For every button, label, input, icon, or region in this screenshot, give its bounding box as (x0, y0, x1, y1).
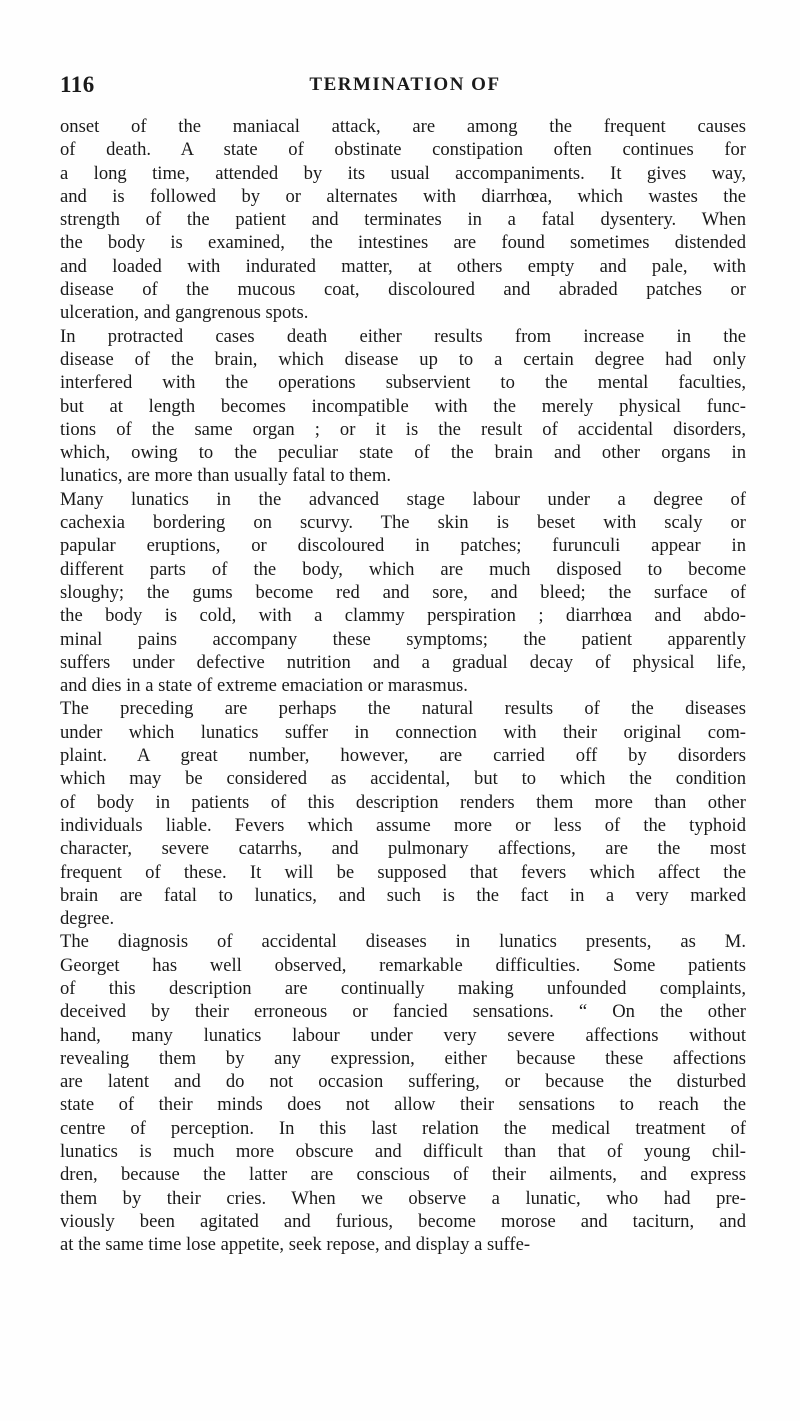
text-line: disease of the mucous coat, discoloured and abraded patches or (60, 279, 746, 301)
text-line: minal pains accompany these symptoms; the patient apparently (60, 628, 746, 650)
text-line: Many lunatics in the advanced stage labour under a degree of (60, 488, 746, 510)
text-line: at the same time lose appetite, seek repose, and display a suffe- (60, 1234, 531, 1256)
text-line: and is followed by or alternates with diarrhœa, which wastes the (60, 185, 746, 207)
paragraph (60, 930, 746, 1256)
text-line: but at length becomes incompatible with the merely physical func- (60, 395, 746, 417)
text-line: under which lunatics suffer in connection with their original com- (60, 721, 746, 743)
text-line: revealing them by any expression, either because these affections (60, 1047, 746, 1069)
paragraph (60, 488, 746, 698)
text-line: frequent of these. It will be supposed that fevers which affect the (60, 861, 746, 883)
running-title: TERMINATION OF (309, 74, 501, 95)
text-line: of death. A state of obstinate constipation often continues for (60, 139, 746, 161)
paragraph (60, 325, 746, 488)
text-line: state of their minds does not allow their sensations to reach the (60, 1094, 746, 1116)
text-line: onset of the maniacal attack, are among the frequent causes (60, 116, 746, 137)
text-line: dren, because the latter are conscious of their ailments, and express (60, 1164, 746, 1186)
text-line: different parts of the body, which are much disposed to become (60, 558, 746, 580)
text-line: lunatics is much more obscure and difficult than that of young chil- (60, 1141, 746, 1163)
text-line: strength of the patient and terminates in a fatal dysentery. When (60, 209, 746, 231)
text-line: character, severe catarrhs, and pulmonary affections, are the most (60, 838, 746, 860)
text-line: them by their cries. When we observe a lunatic, who had pre- (60, 1187, 746, 1209)
text-line: hand, many lunatics labour under very severe affections without (60, 1024, 746, 1046)
text-line: The preceding are perhaps the natural results of the diseases (60, 698, 746, 720)
text-line: deceived by their erroneous or fancied sensations. “ On the other (60, 1001, 746, 1023)
text-line: individuals liable. Fevers which assume more or less of the typhoid (60, 814, 746, 836)
text-line: disease of the brain, which disease up to a certain degree had only (60, 348, 746, 370)
text-line: of body in patients of this description renders them more than other (60, 791, 746, 813)
text-line: brain are fatal to lunatics, and such is the fact in a very marked (60, 884, 746, 906)
text-line: of this description are continually making unfounded complaints, (60, 977, 746, 999)
running-header (60, 72, 750, 102)
page-number: 116 (60, 72, 95, 97)
text-line: the body is cold, with a clammy perspiration ; diarrhœa and abdo- (60, 605, 746, 627)
text-line: viously been agitated and furious, become morose and taciturn, and (60, 1210, 746, 1232)
text-line: ulceration, and gangrenous spots. (60, 302, 309, 324)
paragraph (60, 697, 746, 930)
paragraph (60, 115, 746, 325)
text-line: papular eruptions, or discoloured in patches; furunculi appear in (60, 535, 746, 557)
text-line: centre of perception. In this last relation the medical treatment of (60, 1117, 746, 1139)
text-line: plaint. A great number, however, are carried off by disorders (60, 745, 746, 767)
text-line: and loaded with indurated matter, at others empty and pale, with (60, 255, 746, 277)
text-line: suffers under defective nutrition and a gradual decay of physical life, (60, 651, 746, 673)
text-line: a long time, attended by its usual accompaniments. It gives way, (60, 162, 746, 184)
text-line: the body is examined, the intestines are found sometimes distended (60, 232, 746, 254)
text-line: are latent and do not occasion suffering, or because the disturbed (60, 1071, 746, 1093)
text-line: Georget has well observed, remarkable difficulties. Some patients (60, 954, 746, 976)
text-line: tions of the same organ ; or it is the result of accidental disorders, (60, 418, 746, 440)
text-line: and dies in a state of extreme emaciation or marasmus. (60, 675, 468, 697)
text-line: which may be considered as accidental, but to which the condition (60, 768, 746, 790)
text-line: In protracted cases death either results from increase in the (60, 325, 746, 347)
body-text (60, 115, 746, 1257)
text-line: degree. (60, 908, 115, 930)
text-line: interfered with the operations subservient to the mental faculties, (60, 372, 746, 394)
text-line: The diagnosis of accidental diseases in lunatics presents, as M. (60, 931, 746, 953)
text-line: lunatics, are more than usually fatal to them. (60, 465, 391, 487)
text-line: sloughy; the gums become red and sore, and bleed; the surface of (60, 581, 746, 603)
text-line: cachexia bordering on scurvy. The skin is beset with scaly or (60, 512, 746, 534)
text-line: which, owing to the peculiar state of the brain and other organs in (60, 442, 746, 464)
